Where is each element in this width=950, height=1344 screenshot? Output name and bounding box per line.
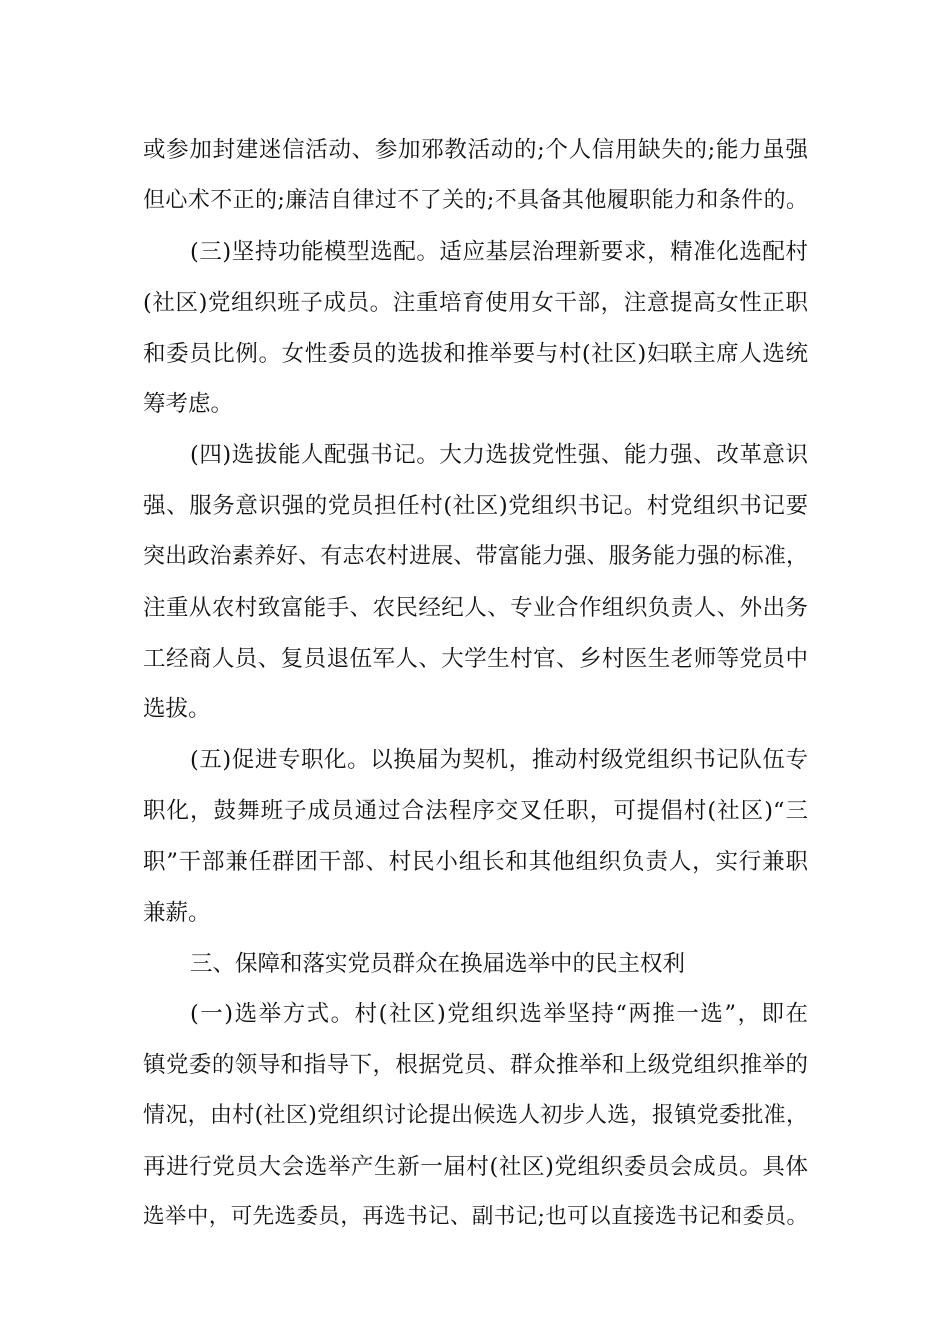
text-line: 情况，由村(社区)党组织讨论提出候选人初步人选，报镇党委批准， — [143, 1103, 808, 1128]
text-line: 职”干部兼任群团干部、村民小组长和其他组织负责人，实行兼职 — [143, 849, 808, 875]
text-line: 注重从农村致富能手、农民经纪人、专业合作组织负责人、外出务 — [143, 595, 808, 621]
text-line: 职化，鼓舞班子成员通过合法程序交叉任职，可提倡村(社区)“三 — [143, 798, 808, 824]
text-line: 强、服务意识强的党员担任村(社区)党组织书记。村党组织书记要 — [143, 493, 808, 519]
text-line: 镇党委的领导和指导下，根据党员、群众推举和上级党组织推举的 — [143, 1052, 808, 1078]
section-heading: 三、保障和落实党员群众在换届选举中的民主权利 — [190, 951, 686, 977]
text-line: 兼薪。 — [143, 900, 211, 926]
text-line: 和委员比例。女性委员的选拔和推举要与村(社区)妇联主席人选统 — [143, 341, 808, 367]
text-line: 再进行党员大会选举产生新一届村(社区)党组织委员会成员。具体 — [143, 1154, 808, 1180]
text-line: 选拔。 — [143, 696, 211, 722]
paragraph-heading: (三)坚持功能模型选配。适应基层治理新要求，精准化选配村 — [190, 239, 808, 265]
text-line: 或参加封建迷信活动、参加邪教活动的;个人信用缺失的;能力虽强 — [143, 137, 808, 163]
text-line: 筹考虑。 — [143, 391, 234, 417]
paragraph-heading: (五)促进专职化。以换届为契机，推动村级党组织书记队伍专 — [190, 747, 808, 773]
paragraph-heading: (四)选拔能人配强书记。大力选拔党性强、能力强、改革意识 — [190, 442, 808, 468]
text-line: (社区)党组织班子成员。注重培育使用女干部，注意提高女性正职 — [143, 290, 808, 316]
text-line: 选举中，可先选委员，再选书记、副书记;也可以直接选书记和委员。 — [143, 1204, 808, 1229]
text-line: 但心术不正的;廉洁自律过不了关的;不具备其他履职能力和条件的。 — [143, 188, 808, 213]
text-line: 突出政治素养好、有志农村进展、带富能力强、服务能力强的标准， — [143, 544, 808, 569]
paragraph-heading: (一)选举方式。村(社区)党组织选举坚持“两推一选”，即在 — [190, 1001, 808, 1027]
text-line: 工经商人员、复员退伍军人、大学生村官、乡村医生老师等党员中 — [143, 646, 808, 672]
